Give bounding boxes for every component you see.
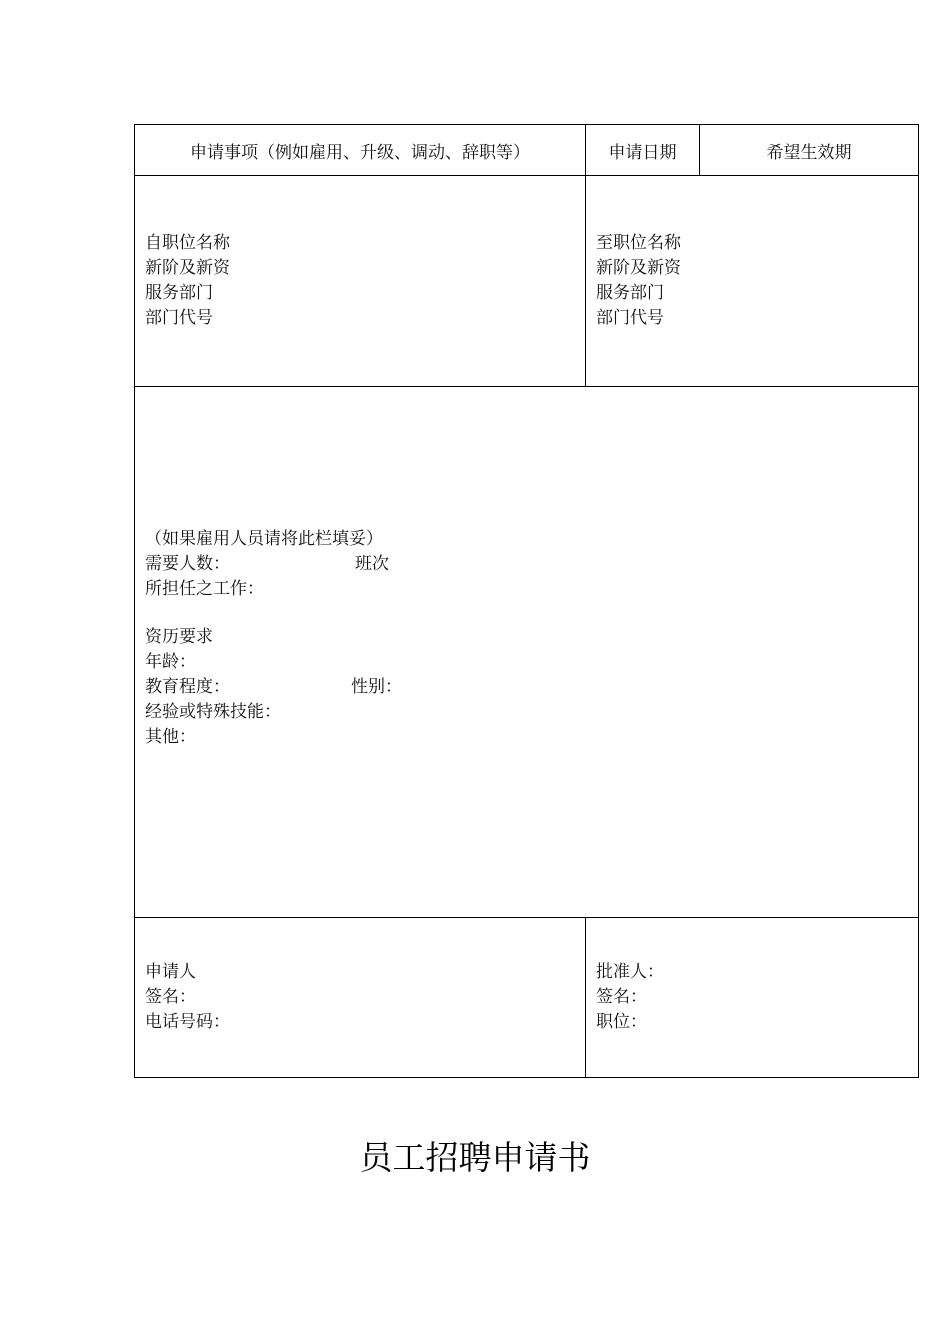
shift-label: 班次 xyxy=(355,554,389,574)
hiring-note: （如果雇用人员请将此栏填妥） xyxy=(145,529,383,549)
approver-signature-label: 签名： xyxy=(596,987,647,1007)
applicant-cell xyxy=(135,918,586,1078)
applicant-phone-label: 电话号码： xyxy=(145,1012,230,1032)
application-form-table xyxy=(134,124,919,1078)
to-grade-salary-label: 新阶及新资 xyxy=(596,258,681,278)
to-position-cell xyxy=(586,176,919,387)
header-effective-date: 希望生效期 xyxy=(700,125,919,176)
other-label: 其他： xyxy=(145,727,196,747)
applicant-label: 申请人 xyxy=(145,962,196,982)
hiring-row xyxy=(135,387,919,918)
education-label: 教育程度： xyxy=(145,677,230,697)
signature-row xyxy=(135,918,919,1078)
from-position-name-label: 自职位名称 xyxy=(145,233,230,253)
from-department-code-label: 部门代号 xyxy=(145,308,213,328)
approver-cell xyxy=(586,918,919,1078)
hiring-details-cell xyxy=(135,387,919,918)
document-title: 员工招聘申请书 xyxy=(359,1138,591,1177)
applicant-signature-label: 签名： xyxy=(145,987,196,1007)
from-grade-salary-label: 新阶及新资 xyxy=(145,258,230,278)
gender-label: 性别： xyxy=(351,677,402,697)
header-row xyxy=(135,125,919,176)
header-apply-date: 申请日期 xyxy=(586,125,700,176)
from-position-cell xyxy=(135,176,586,387)
to-position-name-label: 至职位名称 xyxy=(596,233,681,253)
approver-position-label: 职位： xyxy=(596,1012,647,1032)
qualification-label: 资历要求 xyxy=(145,627,213,647)
to-department-label: 服务部门 xyxy=(596,283,664,303)
age-label: 年龄： xyxy=(145,652,196,672)
approver-label: 批准人： xyxy=(596,962,664,982)
position-row xyxy=(135,176,919,387)
from-department-label: 服务部门 xyxy=(145,283,213,303)
job-duty-label: 所担任之工作： xyxy=(145,579,264,599)
header-matter: 申请事项（例如雇用、升级、调动、辞职等） xyxy=(135,125,586,176)
experience-label: 经验或特殊技能： xyxy=(145,702,281,722)
headcount-label: 需要人数： xyxy=(145,554,230,574)
to-department-code-label: 部门代号 xyxy=(596,308,664,328)
